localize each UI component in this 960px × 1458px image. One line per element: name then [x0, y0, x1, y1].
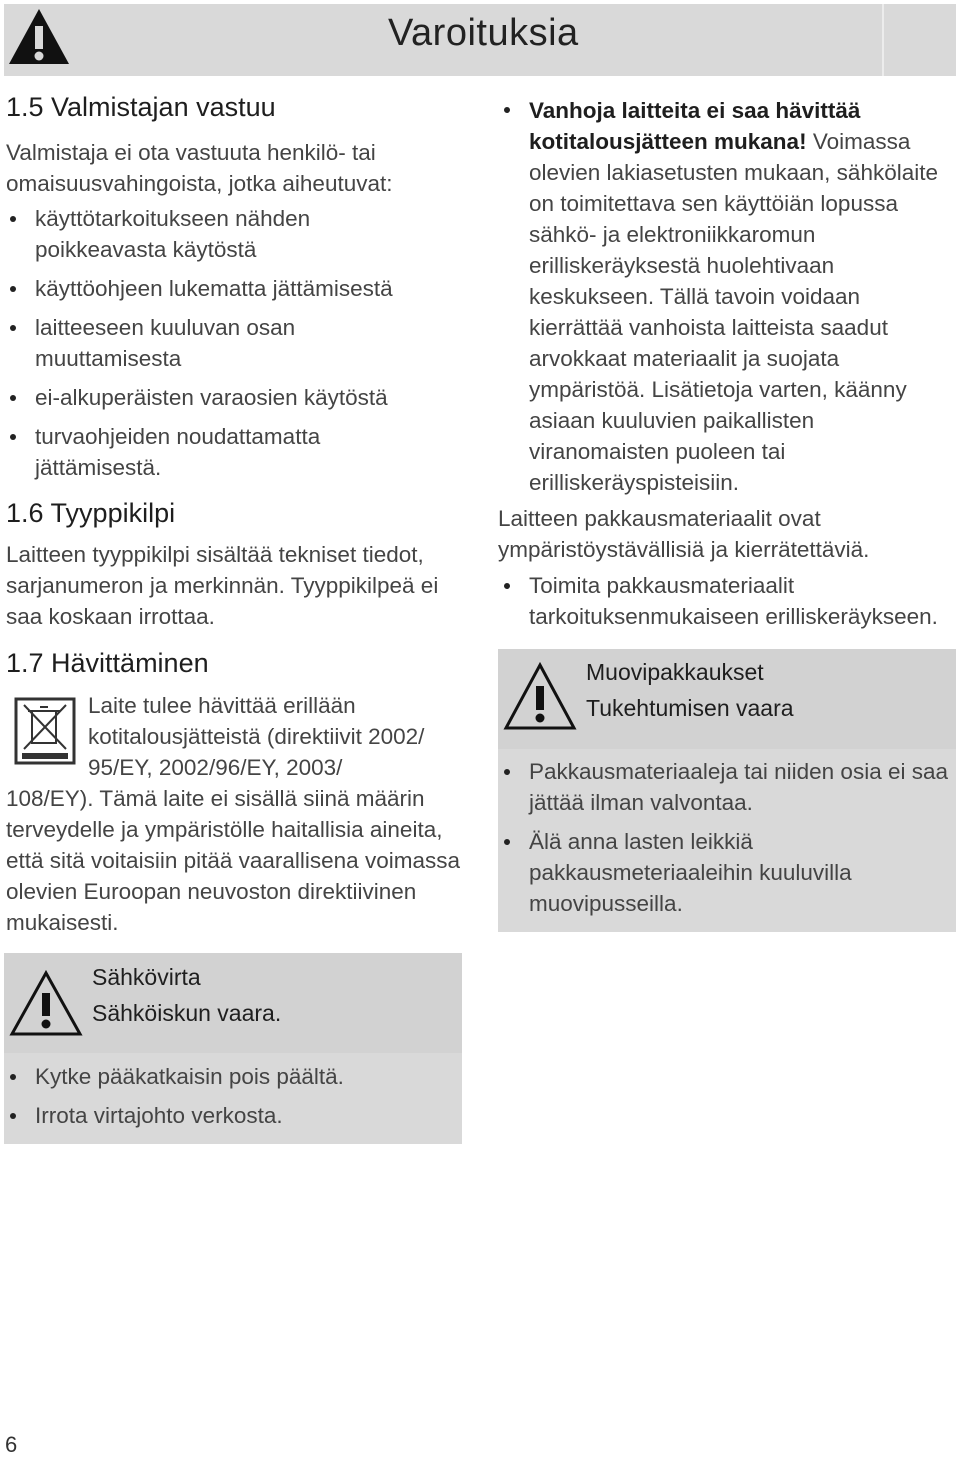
section-1-5-intro: Valmistaja ei ota vastuuta henkilö- tai omaisuusvahingoista, jotka aiheutuvat:: [6, 140, 393, 196]
warning-list: [498, 756, 948, 927]
disposal-bold: Vanhoja laitteita ei saa hävittää kotitalousjätteen mukana!: [529, 98, 861, 154]
warning-list: [4, 1061, 454, 1139]
packaging-list: [498, 570, 948, 640]
plastic-warning-box: [498, 649, 956, 932]
list-item: Toimita pakkausmateriaalit tarkoituksenmukaiseen erilliskeräykseen.: [498, 570, 948, 632]
section-1-7-text: 108/EY). Tämä laite ei sisällä siinä määrin terveydelle ja ympäristölle haitallisia aineita, että sitä voitaisiin pitää vaarallisena voimassa olevien Euroopan neuvoston direktiivinen mukaisesti.: [6, 786, 460, 935]
warning-subtitle: Tukehtumisen vaara: [586, 695, 794, 721]
list-item: käyttöohjeen lukematta jättämisestä: [4, 273, 444, 304]
bullet: [504, 107, 510, 113]
list-item: Irrota virtajohto verkosta.: [4, 1100, 454, 1131]
list-item: käyttötarkoitukseen nähden poikkeavasta käytöstä: [4, 203, 444, 265]
list-item: Kytke pääkatkaisin pois päältä.: [4, 1061, 454, 1092]
section-1-7-text-indented: Laite tulee hävittää erillään kotitalousjätteistä (direktiivit 2002/ 95/EY, 2002/96/EY, 2003/: [88, 693, 425, 780]
list-item: turvaohjeiden noudattamatta jättämisestä.: [4, 421, 444, 483]
list-item: laitteeseen kuuluvan osan muuttamisesta: [4, 312, 444, 374]
page-title: Varoituksia: [388, 12, 579, 54]
list-item: Älä anna lasten leikkiä pakkausmeteriaaleihin kuuluvilla muovipusseilla.: [498, 826, 948, 919]
warning-title: Sähkövirta: [92, 964, 201, 990]
electric-warning-box: [4, 953, 462, 1144]
warning-triangle-icon: [502, 661, 578, 733]
warning-title: Muovipakkaukset: [586, 659, 764, 685]
packaging-text: Laitteen pakkausmateriaalit ovat ympäristöystävällisiä ja kierrätettäviä.: [498, 506, 870, 562]
warning-triangle-icon: [6, 6, 72, 68]
disposal-text: Voimassa olevien lakiasetusten mukaan, sähkölaite on toimitettava sen käyttöiän lopussa sähkö- ja elektroniikkaromun erilliskeräyksestä huolehtivaan keskukseen. Tällä tavoin voidaan kierrättää vanhoista laitteista saadut arvokkaat materiaalit ja suojata ympäristöä. Lisätietoja varten, käänny asiaan kuuluvien paikallisten viranomaisten puoleen tai erilliskeräyspisteisiin.: [529, 129, 938, 495]
liability-list: [4, 203, 444, 491]
section-heading-1-7: 1.7 Hävittäminen: [6, 648, 209, 678]
list-item: Pakkausmateriaaleja tai niiden osia ei saa jättää ilman valvontaa.: [498, 756, 948, 818]
warning-subtitle: Sähköiskun vaara.: [92, 1000, 282, 1026]
list-item: ei-alkuperäisten varaosien käytöstä: [4, 382, 444, 413]
section-heading-1-5: 1.5 Valmistajan vastuu: [6, 92, 276, 122]
warning-triangle-icon: [8, 969, 84, 1039]
header-divider: [882, 4, 884, 76]
section-1-6-text: Laitteen tyyppikilpi sisältää tekniset tiedot, sarjanumeron ja merkinnän. Tyyppikilpeä ei saa koskaan irrottaa.: [6, 542, 439, 629]
section-heading-1-6: 1.6 Tyyppikilpi: [6, 498, 176, 528]
page-number: 6: [5, 1432, 18, 1457]
disposal-paragraph: [498, 95, 948, 498]
crossed-bin-icon: [14, 697, 76, 765]
